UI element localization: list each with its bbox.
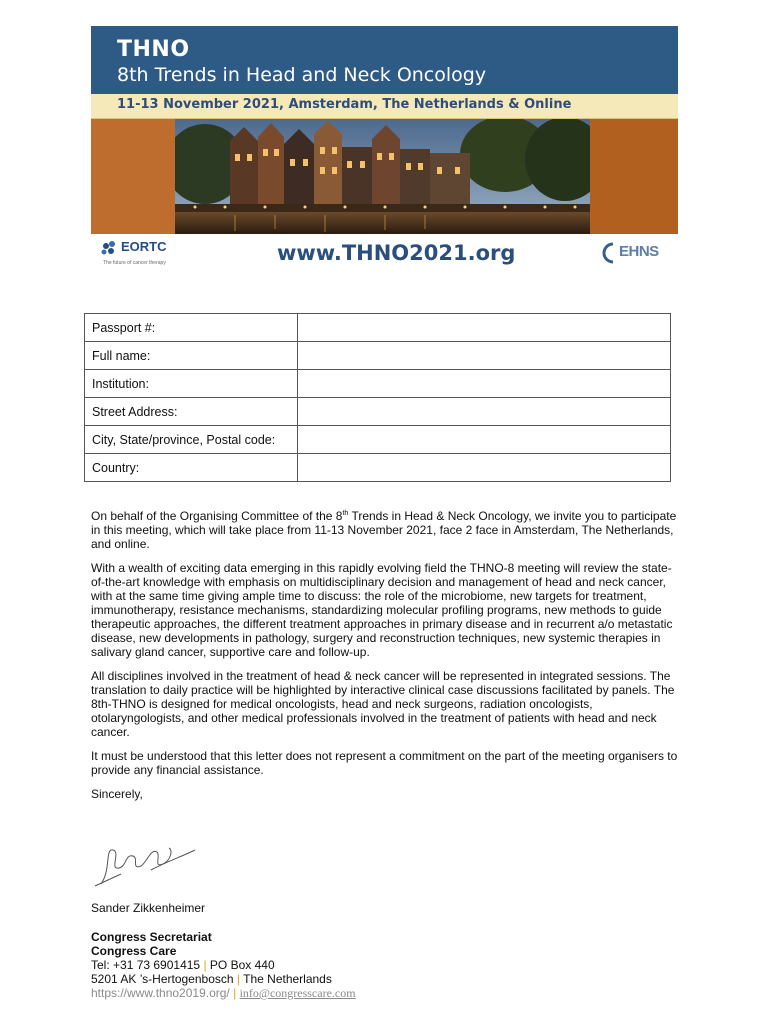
letter-paragraph-1 bbox=[91, 509, 681, 551]
banner-footer bbox=[91, 234, 678, 272]
contact-address-line bbox=[91, 972, 356, 986]
table-row bbox=[85, 314, 671, 342]
eortc-logo bbox=[99, 236, 179, 270]
ehns-emblem-icon bbox=[599, 241, 619, 265]
banner-title: THNO bbox=[117, 37, 190, 62]
ordinal-suffix: th bbox=[342, 510, 349, 517]
full-name-field[interactable] bbox=[298, 342, 671, 370]
street-address-label: Street Address: bbox=[85, 398, 298, 426]
table-row bbox=[85, 370, 671, 398]
country-label: Country: bbox=[85, 454, 298, 482]
signer-name: Sander Zikkenheimer bbox=[91, 901, 206, 915]
invitation-letter-body bbox=[91, 509, 681, 811]
letter-paragraph-2: With a wealth of exciting data emerging in this rapidly evolving field the THNO-8 meeting will review the state-of-the-art knowledge with emphasis on multidisciplinary decision and management of head and neck cancer, with at the same time giving ample time to discuss: the role of the microbiome, new targets for treatment, immunotherapy, resistance mechanisms, standardizing molecular profiling programs, new methods to guide therapeutic approaches, the different treatment approaches in primary disease and in recurrent a/o metastatic disease, new developments in pathology, surgery and reconstruction techniques, new systemic therapies in salivary gland cancer, supportive care and follow-up. bbox=[91, 561, 673, 659]
ehns-logo-text: EHNS bbox=[619, 243, 659, 260]
country-field[interactable] bbox=[298, 454, 671, 482]
paragraph-text: On behalf of the Organising Committee of the 8 bbox=[91, 509, 343, 523]
separator: | bbox=[236, 972, 241, 986]
paragraph-text: Trends in Head & Neck Oncology, we invite you to participate in this meeting, which will take place from 11-13 November 2021, face 2 face in Amsterdam, The Netherlands, and online. bbox=[91, 509, 677, 551]
banner-dates-strip bbox=[91, 94, 678, 119]
separator: | bbox=[233, 986, 237, 1000]
contact-phone-line bbox=[91, 958, 356, 972]
eortc-emblem-icon bbox=[99, 238, 119, 258]
banner-dates: 11-13 November 2021, Amsterdam, The Netherlands & Online bbox=[117, 97, 572, 112]
passport-field[interactable] bbox=[298, 314, 671, 342]
table-row bbox=[85, 454, 671, 482]
banner-orange-panel-right bbox=[590, 119, 678, 234]
handwritten-signature bbox=[91, 840, 201, 890]
banner-subtitle: 8th Trends in Head and Neck Oncology bbox=[117, 64, 487, 86]
table-row bbox=[85, 426, 671, 454]
amsterdam-canal-photo bbox=[175, 119, 590, 234]
contact-web-line bbox=[91, 986, 356, 1000]
letter-closing: Sincerely, bbox=[91, 787, 143, 801]
separator: | bbox=[203, 958, 207, 972]
eortc-logo-text: EORTC bbox=[121, 239, 167, 254]
eortc-tagline: The future of cancer therapy bbox=[103, 260, 166, 266]
full-name-label: Full name: bbox=[85, 342, 298, 370]
contact-block bbox=[91, 930, 356, 1000]
passport-label: Passport #: bbox=[85, 314, 298, 342]
contact-website-link[interactable]: https://www.thno2019.org/ bbox=[91, 986, 230, 1000]
banner-header bbox=[91, 26, 678, 94]
event-website[interactable]: www.THNO2021.org bbox=[277, 241, 516, 265]
contact-title-secretariat: Congress Secretariat bbox=[91, 930, 212, 944]
contact-email-link[interactable]: info@congresscare.com bbox=[239, 986, 356, 1000]
event-banner bbox=[91, 26, 678, 272]
banner-orange-panel-left bbox=[91, 119, 175, 234]
registrant-info-table bbox=[84, 313, 671, 482]
table-row bbox=[85, 398, 671, 426]
contact-phone: Tel: +31 73 6901415 bbox=[91, 958, 201, 972]
contact-title-organizer: Congress Care bbox=[91, 944, 177, 958]
contact-country: The Netherlands bbox=[243, 972, 332, 986]
city-state-postal-field[interactable] bbox=[298, 426, 671, 454]
table-row bbox=[85, 342, 671, 370]
letter-paragraph-4: It must be understood that this letter does not represent a commitment on the part of the meeting organisers to provide any financial assistance. bbox=[91, 749, 678, 777]
ehns-logo bbox=[599, 240, 671, 266]
street-address-field[interactable] bbox=[298, 398, 671, 426]
institution-field[interactable] bbox=[298, 370, 671, 398]
letter-paragraph-3: All disciplines involved in the treatment of head & neck cancer will be represented in integrated sessions. The translation to daily practice will be highlighted by interactive clinical case discussions facilitated by panels. The 8th-THNO is designed for medical oncologists, head and neck surgeons, radiation oncologists, otolaryngologists, and other medical professionals involved in the treatment of patients with head and neck cancer. bbox=[91, 669, 675, 739]
city-state-postal-label: City, State/province, Postal code: bbox=[85, 426, 298, 454]
institution-label: Institution: bbox=[85, 370, 298, 398]
contact-postal: 5201 AK ’s-Hertogenbosch bbox=[91, 972, 234, 986]
contact-pobox: PO Box 440 bbox=[209, 958, 275, 972]
banner-photo-area bbox=[91, 119, 678, 234]
